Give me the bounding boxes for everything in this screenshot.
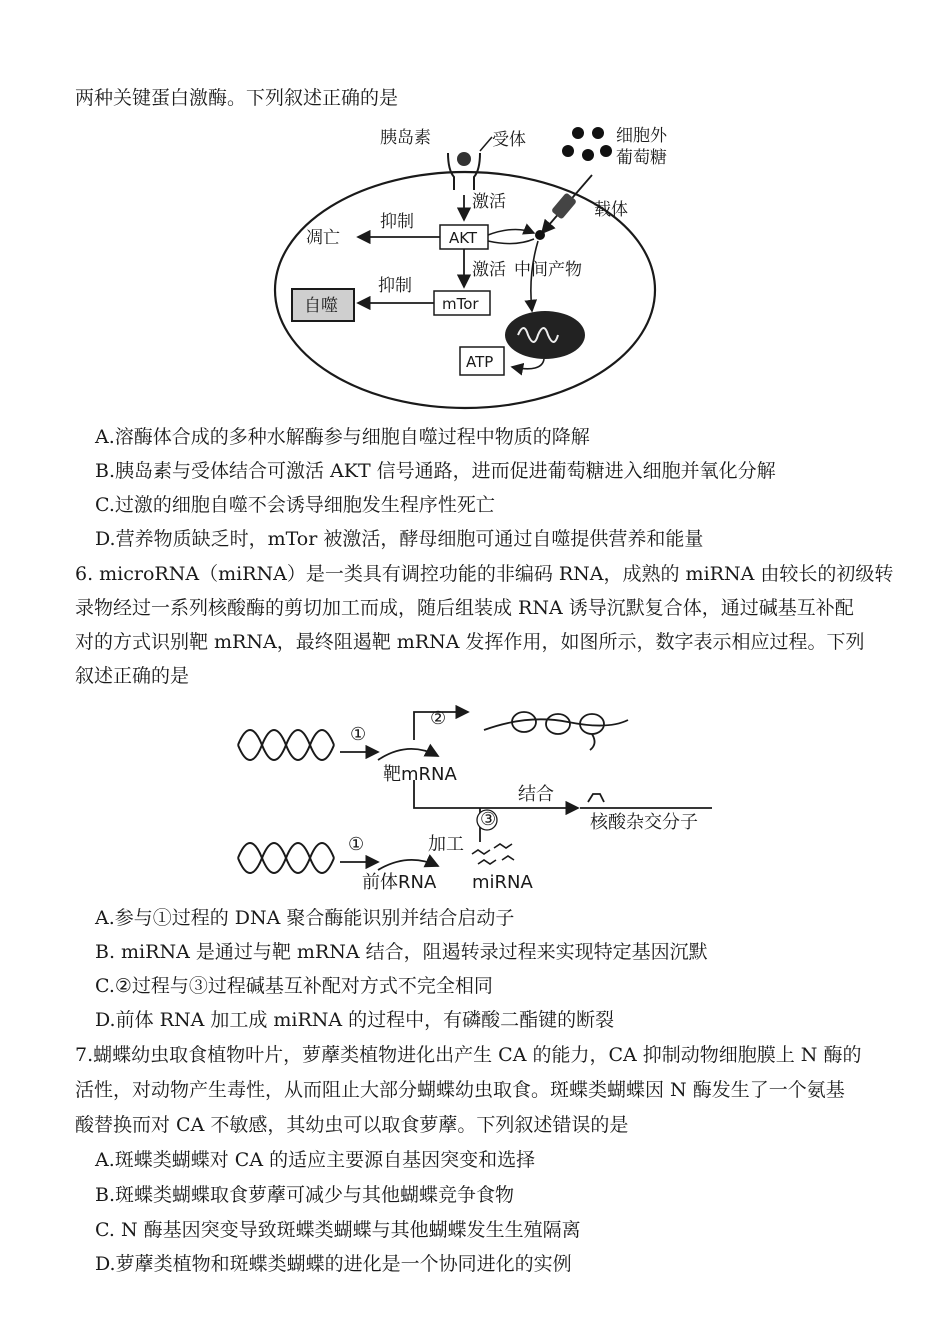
q6-stem-line-1: 6. microRNA（miRNA）是一类具有调控功能的非编码 RNA，成熟的 miRNA 由较长的初级转: [75, 563, 894, 585]
q7-option-a: A.斑蝶类蝴蝶对 CA 的适应主要源自基因突变和选择: [95, 1149, 536, 1171]
q6-option-b: B. miRNA 是通过与靶 mRNA 结合，阻遏转录过程来实现特定基因沉默: [95, 941, 708, 963]
q6-stem-line-4: 叙述正确的是: [75, 665, 190, 687]
activate-label-1: 激活: [472, 192, 506, 212]
autophagy-label: 自噬: [304, 296, 338, 316]
q7-option-b: B.斑蝶类蝴蝶取食萝藦可减少与其他蝴蝶竞争食物: [95, 1184, 515, 1206]
q7-stem-line-3: 酸替换而对 CA 不敏感，其幼虫可以取食萝藦。下列叙述错误的是: [75, 1114, 629, 1136]
activate-label-2: 激活: [472, 260, 506, 280]
q7-option-d: D.萝藦类植物和斑蝶类蝴蝶的进化是一个协同进化的实例: [95, 1253, 572, 1275]
dna-helix-top: [238, 730, 334, 760]
q6-option-c: C.②过程与③过程碱基互补配对方式不完全相同: [95, 975, 493, 997]
glucose-dots: [562, 127, 612, 161]
step1-top-label: ①: [350, 724, 367, 745]
q7-option-c: C. N 酶基因突变导致斑蝶类蝴蝶与其他蝴蝶发生生殖隔离: [95, 1219, 581, 1241]
step2-label: ②: [430, 708, 447, 729]
q6-stem-line-3: 对的方式识别靶 mRNA，最终阻遏靶 mRNA 发挥作用，如图所示，数字表示相应过程。下列: [75, 631, 865, 653]
q7-stem-line-2: 活性，对动物产生毒性，从而阻止大部分蝴蝶幼虫取食。斑蝶类蝴蝶因 N 酶发生了一个氨基: [75, 1079, 845, 1101]
akt-label: AKT: [449, 229, 478, 247]
insulin-dot: [457, 152, 471, 166]
q7-stem-line-1: 7.蝴蝶幼虫取食植物叶片，萝藦类植物进化出产生 CA 的能力，CA 抑制动物细胞膜上 N 酶的: [75, 1044, 862, 1066]
target-mrna-label: 靶mRNA: [383, 764, 457, 785]
mtor-label: mTor: [442, 295, 479, 313]
hybrid-label: 核酸杂交分子: [590, 812, 698, 833]
atp-label: ATP: [466, 353, 494, 371]
q6-option-a: A.参与①过程的 DNA 聚合酶能识别并结合启动子: [95, 907, 515, 929]
extracellular-label-2: 葡萄糖: [616, 148, 667, 168]
mirna-label: miRNA: [472, 872, 533, 893]
q5-cell-signaling-figure: [260, 115, 700, 415]
process-label: 加工: [428, 834, 464, 855]
ribosome-translation: [484, 712, 628, 750]
dna-helix-bottom: [238, 843, 334, 873]
q6-option-d: D.前体 RNA 加工成 miRNA 的过程中，有磷酸二酯键的断裂: [95, 1009, 615, 1031]
extracellular-label-1: 细胞外: [616, 126, 667, 146]
q5-option-a: A.溶酶体合成的多种水解酶参与细胞自噬过程中物质的降解: [95, 426, 590, 448]
hybrid-molecule: [580, 794, 712, 808]
mitochondrion-shape: [505, 311, 585, 359]
receptor-label: 受体: [492, 130, 526, 150]
inhibit-label-2: 抑制: [378, 276, 412, 296]
q5-option-d: D.营养物质缺乏时，mTor 被激活，酵母细胞可通过自噬提供营养和能量: [95, 528, 704, 550]
carrier-label: 载体: [594, 200, 628, 220]
q5-option-c: C.过激的细胞自噬不会诱导细胞发生程序性死亡: [95, 494, 495, 516]
intermediate-label: 中间产物: [514, 260, 582, 280]
q6-stem-line-2: 录物经过一系列核酸酶的剪切加工而成，随后组装成 RNA 诱导沉默复合体，通过碱基互补配: [75, 597, 854, 619]
bind-label: 结合: [518, 784, 554, 805]
q5-option-b: B.胰岛素与受体结合可激活 AKT 信号通路，进而促进葡萄糖进入细胞并氧化分解: [95, 460, 776, 482]
q6-mirna-figure: [228, 700, 728, 895]
insulin-label: 胰岛素: [380, 128, 431, 148]
step1-bottom-label: ①: [348, 834, 365, 855]
step3-label: ③: [480, 809, 497, 830]
apoptosis-label: 凋亡: [306, 228, 340, 248]
precursor-label: 前体RNA: [362, 872, 437, 893]
mirna-fragments: [472, 844, 514, 864]
inhibit-label-1: 抑制: [380, 212, 414, 232]
q5-intro-text: 两种关键蛋白激酶。下列叙述正确的是: [75, 87, 399, 109]
